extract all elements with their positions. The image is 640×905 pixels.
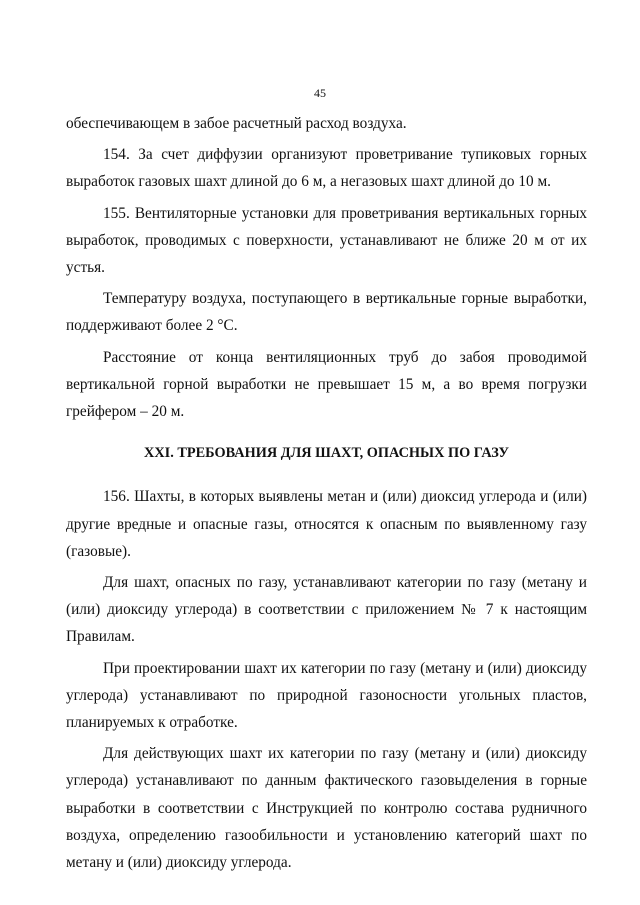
paragraph-156: 156. Шахты, в которых выявлены метан и (или) диоксид углерода и (или) другие вредные и опасные газы, относятся к опасным по выявленному газу (газовые). <box>66 488 587 560</box>
paragraph-operating-categories: Для действующих шахт их категории по газу (метану и (или) диоксиду углерода) устанавливают по данным фактического газовыделения в горные выработки в соответствии с Инструкцией по контролю состава рудничного воздуха, определению газообильности и установлению категорий шахт по метану и (или) диоксиду углерода. <box>66 745 587 872</box>
paragraph-air-temperature: Температуру воздуха, поступающего в вертикальные горные выработки, поддерживают более 2 °С. <box>66 290 587 335</box>
document-body <box>66 110 587 876</box>
paragraph-154: 154. За счет диффузии организуют проветривание тупиковых горных выработок газовых шахт длиной до 6 м, а негазовых шахт длиной до 10 м. <box>66 146 587 191</box>
paragraph-gas-categories: Для шахт, опасных по газу, устанавливают категории по газу (метану и (или) диоксиду углерода) в соответствии с приложением № 7 к настоящим Правилам. <box>66 574 587 646</box>
paragraph-155: 155. Вентиляторные установки для проветривания вертикальных горных выработок, проводимых с поверхности, устанавливают не ближе 20 м от их устья. <box>66 204 587 277</box>
page-number: 45 <box>314 86 326 100</box>
paragraph-design-categories: При проектировании шахт их категории по газу (метану и (или) диоксиду углерода) устанавливают по природной газоносности угольных пластов, планируемых к отработке. <box>66 659 587 732</box>
section-heading: XXI. ТРЕБОВАНИЯ ДЛЯ ШАХТ, ОПАСНЫХ ПО ГАЗУ <box>144 445 509 462</box>
paragraph-continuation: обеспечивающем в забое расчетный расход воздуха. <box>66 115 407 132</box>
paragraph-pipe-distance: Расстояние от конца вентиляционных труб до забоя проводимой вертикальной горной выработки не превышает 15 м, а во время погрузки грейфером – 20 м. <box>66 348 587 421</box>
